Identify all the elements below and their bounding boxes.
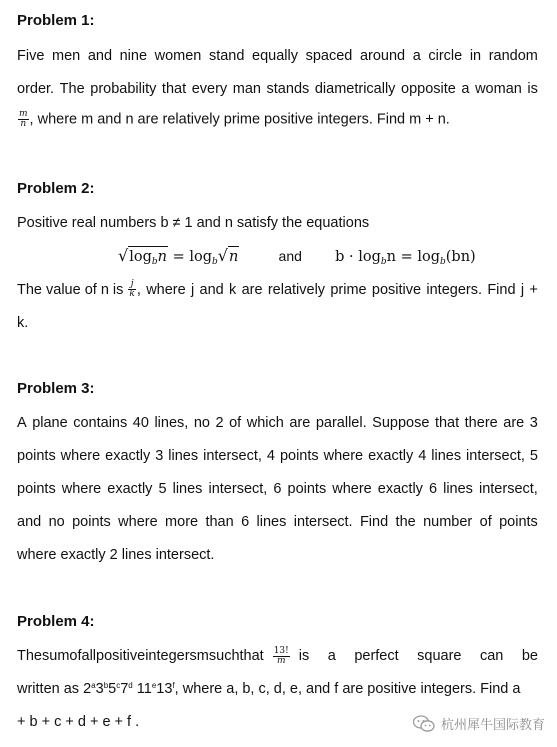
word: , [136,281,141,298]
word: and [17,514,42,530]
word: stands [266,81,310,97]
word: is [527,81,538,97]
word: Suppose [372,415,430,431]
word: lines [431,448,462,464]
word: 5 [158,481,167,497]
word: where [332,481,372,497]
word: contains [73,415,128,431]
word: a [412,48,421,64]
word: circle [428,48,463,64]
word: woman [475,81,522,97]
word: that [434,415,460,431]
word: integers. [426,281,483,298]
word: intersect, [478,481,538,497]
value-fraction: $\frac{j}{k}$ [129,279,135,299]
watermark-text: 杭州犀牛国际教育 [440,718,545,733]
word: be [521,648,538,664]
word: that [161,81,187,97]
problem-3-line-3 [17,480,538,498]
word: k [229,281,237,298]
problem-3-line-4 [17,513,538,531]
word: opposite [401,81,456,97]
word: 6 [428,481,438,497]
word: perfect [354,648,399,664]
word: where [61,481,102,497]
word: The [17,648,42,664]
word: points [72,514,111,530]
word: A [17,415,27,431]
word: and [199,281,224,298]
word: points [287,481,327,497]
word: no [193,415,210,431]
word: 6 [273,481,282,497]
word: nine [119,48,148,64]
word: prime [330,281,367,298]
word: there [464,415,498,431]
word: 40 [132,415,149,431]
word: of [229,415,242,431]
word: stand [208,48,245,64]
word: positive [371,281,422,298]
word: such [208,648,240,664]
equation-1: $√\log_bn = \log_b√n$ [118,249,239,265]
word: equally [252,48,298,64]
word: points [279,448,319,464]
word: spaced [305,48,353,64]
word: + [529,281,538,298]
problem-2-line-1: Positive real numbers b ≠ 1 and n satisfy the equations [17,215,370,231]
word: lines [168,448,199,464]
word: plane [32,415,68,431]
problem-1-line-1 [17,47,538,65]
word: all [81,648,97,664]
and-word: and [278,248,302,264]
word: intersect, [466,448,525,464]
word: man [232,81,261,97]
word: where [60,448,101,464]
word: of [479,514,492,530]
word: exactly [377,481,423,497]
word: in [469,48,482,64]
problem-1-heading: Problem 1: [17,12,95,29]
word: diametrically [314,81,396,97]
word: sum [42,648,70,664]
word: The [59,81,85,97]
word: which [246,415,284,431]
word: around [359,48,406,64]
word: m [196,648,209,664]
word: relatively [267,281,326,298]
word: intersect. [293,514,353,530]
watermark [413,714,545,733]
problem-4-line-3: + b + c + d + e + f . [17,714,140,730]
word: integers [145,648,197,664]
word: no [48,514,65,530]
word: exactly [107,481,153,497]
word: lines [172,481,203,497]
problem-1-line-3: $\frac{m}{n}$ , where m and n are relatively prime positive integers. Find m + n. [19,109,450,129]
word: that [239,648,264,664]
wechat-icon [413,715,435,733]
word: lines, [154,415,189,431]
word: are [289,415,311,431]
word: where [146,281,186,298]
word: every [191,81,228,97]
word: intersect, [208,481,268,497]
word: 4 [266,448,275,464]
word: random [488,48,538,64]
problem-2-line-4: k. [17,315,29,331]
word: 5 [529,448,538,464]
word: is [298,648,310,664]
word: parallel. [315,415,367,431]
problem-4-heading: Problem 4: [17,613,95,630]
word: Find [359,514,389,530]
word: number [423,514,473,530]
word: 6 [241,514,250,530]
word: positive [96,648,146,664]
problem-3-line-2 [17,447,538,465]
word: where [118,514,158,530]
word: points [499,514,538,530]
word: the [395,514,416,530]
problem-2-heading: Problem 2: [17,180,95,197]
word: men [52,48,81,64]
problem-4-line-2: written as 2$^a$3$^b$5$^c$7$^d$ 11e13$^f$, where a, b, c, d, e, and f are positive integers. Find a [17,681,521,697]
word: of [69,648,82,664]
word: points [17,481,56,497]
word: probability [90,81,157,97]
word: exactly [368,448,414,464]
word: 4 [418,448,427,464]
word: 3 [155,448,164,464]
problem-3-line-1 [17,414,538,432]
factorial-fraction: $\frac{13!}{m}$ [273,645,289,666]
word: and [87,48,113,64]
equations [118,246,476,272]
word: are [241,281,263,298]
problem-1-line-2 [17,80,538,98]
word: 3 [529,415,538,431]
word: can [479,648,504,664]
word: exactly [105,448,151,464]
word: a [461,81,470,97]
word: intersect, [203,448,262,464]
word: square [417,648,462,664]
equation-2: $b \cdot \log_bn = \log_b(bn)$ [335,249,476,267]
word: women [154,48,202,64]
word: a [327,648,336,664]
word: points [17,448,56,464]
word: are [503,415,525,431]
probability-fraction: $\frac{m}{n}$ [19,109,28,129]
word: j [191,281,195,298]
word: lines [443,481,473,497]
word: 2 [215,415,224,431]
problem-4-line-1 [17,643,538,669]
word: order. [17,81,55,97]
word: more [165,514,199,530]
word: where [323,448,364,464]
problem-3-heading: Problem 3: [17,380,95,397]
word: Five [17,48,45,64]
word: than [205,514,234,530]
word: lines [256,514,287,530]
problem-3-line-5: where exactly 2 lines intersect. [17,547,215,563]
word: Find [487,281,516,298]
problem-2-line-3: The value of n is $\frac{j}{k}$ , where j and k are relatively prime positive integers. Find j + [17,279,538,299]
word: j [520,281,525,298]
